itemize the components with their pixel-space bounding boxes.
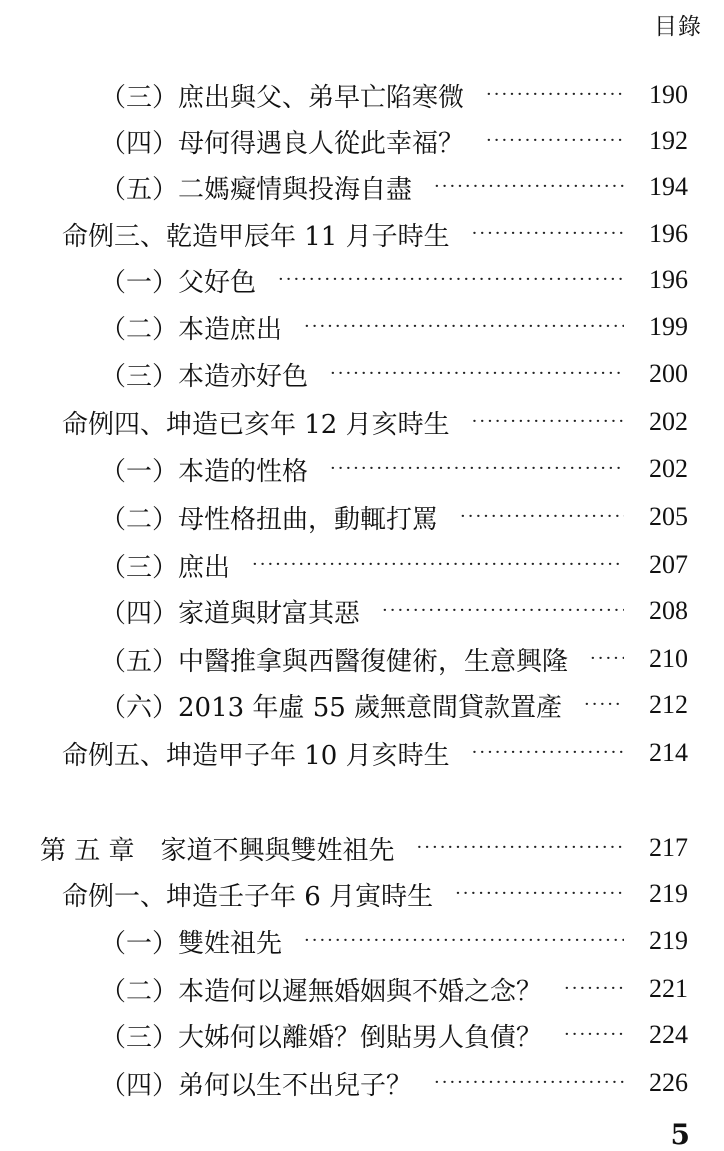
toc-entry-page: 226 <box>649 1068 688 1097</box>
toc-entry-page: 224 <box>649 1020 688 1049</box>
toc-entry-title: （二）本造何以遲無婚姻與不婚之念？ <box>100 976 543 1007</box>
toc-entry-title: （二）本造庶出 <box>100 314 283 345</box>
toc-entry-page: 202 <box>649 454 688 483</box>
toc-entry-title: （一）雙姓祖先 <box>100 928 283 959</box>
dot-leader <box>564 1026 624 1044</box>
page-number: 5 <box>670 1118 690 1151</box>
dot-leader <box>252 556 624 574</box>
toc-entry-title: （三）本造亦好色 <box>100 361 309 392</box>
running-head: 目錄 <box>654 14 702 40</box>
toc-entry-page: 205 <box>649 502 688 531</box>
dot-leader <box>486 86 624 104</box>
toc-entry-page: 207 <box>649 550 688 579</box>
toc-entry-title: 命例五、坤造甲子年 10 月亥時生 <box>62 740 450 771</box>
dot-leader <box>330 365 624 383</box>
toc-entry <box>100 543 688 587</box>
toc-entry <box>100 967 688 1011</box>
dot-leader <box>472 744 624 762</box>
toc-entry-page: 192 <box>649 126 688 155</box>
toc-entry-page: 199 <box>649 312 688 341</box>
toc-entry-page: 210 <box>649 644 688 673</box>
toc-entry <box>100 119 688 163</box>
dot-leader <box>455 885 624 903</box>
toc-entry-title: （五）中醫推拿與西醫復健術，生意興隆 <box>100 646 569 677</box>
toc-entry-page: 219 <box>649 926 688 955</box>
toc-entry-title: 第 五 章 家道不興與雙姓祖先 <box>40 835 395 866</box>
dot-leader <box>472 225 624 243</box>
toc-entry-page: 217 <box>649 833 688 862</box>
toc-entry-page: 208 <box>649 596 688 625</box>
toc-entry <box>62 400 688 444</box>
toc-entry-title: 命例三、乾造甲辰年 11 月子時生 <box>62 221 450 252</box>
toc-entry-page: 202 <box>649 407 688 436</box>
toc-entry-page: 221 <box>649 974 688 1003</box>
toc-entry-page: 196 <box>649 219 688 248</box>
toc-entry-page: 214 <box>649 738 688 767</box>
dot-leader <box>434 1074 624 1092</box>
toc-entry-title: 命例一、坤造壬子年 6 月寅時生 <box>62 881 434 912</box>
dot-leader <box>304 932 624 950</box>
dot-leader <box>486 132 624 150</box>
toc-entry <box>62 872 688 916</box>
toc-entry-title: （六）2013 年虛 55 歲無意間貸款置產 <box>100 692 563 723</box>
dot-leader <box>584 696 624 714</box>
toc-entry <box>100 919 688 963</box>
toc-entry-title: （四）家道與財富其惡 <box>100 598 361 629</box>
toc-entry <box>100 1061 688 1105</box>
toc-entry-title: （三）大姊何以離婚？倒貼男人負債？ <box>100 1022 543 1053</box>
dot-leader <box>590 650 624 668</box>
toc-entry <box>100 258 688 302</box>
toc-entry <box>100 73 688 117</box>
toc-entry <box>100 637 688 681</box>
dot-leader <box>304 318 624 336</box>
toc-entry-title: （三）庶出 <box>100 552 231 583</box>
toc-entry-page: 190 <box>649 80 688 109</box>
toc-entry-title: （四）弟何以生不出兒子？ <box>100 1070 413 1101</box>
dot-leader <box>564 980 624 998</box>
toc-entry-page: 194 <box>649 172 688 201</box>
toc-entry <box>100 495 688 539</box>
toc-entry <box>62 731 688 775</box>
toc-entry-title: （三）庶出與父、弟早亡陷寒微 <box>100 82 465 113</box>
dot-leader <box>330 460 624 478</box>
toc-entry-title: （二）母性格扭曲，動輒打罵 <box>100 504 439 535</box>
toc-entry <box>100 305 688 349</box>
toc-entry-title: 命例四、坤造已亥年 12 月亥時生 <box>62 409 450 440</box>
toc-entry-title: （一）本造的性格 <box>100 456 309 487</box>
toc-entry-page: 219 <box>649 879 688 908</box>
toc-entry <box>100 683 688 727</box>
toc-entry-page: 212 <box>649 690 688 719</box>
toc-entry-title: （一）父好色 <box>100 267 257 298</box>
toc-entry-page: 200 <box>649 359 688 388</box>
dot-leader <box>417 839 624 857</box>
dot-leader <box>434 178 624 196</box>
toc-entry <box>100 165 688 209</box>
toc-entry <box>100 1013 688 1057</box>
dot-leader <box>278 271 624 289</box>
toc-entry <box>100 447 688 491</box>
dot-leader <box>382 602 624 620</box>
toc-entry <box>100 352 688 396</box>
toc-entry <box>100 589 688 633</box>
dot-leader <box>472 413 624 431</box>
dot-leader <box>460 508 624 526</box>
toc-entry-title: （四）母何得遇良人從此幸福？ <box>100 128 465 159</box>
toc-chapter-entry <box>40 826 688 870</box>
toc-entry-page: 196 <box>649 265 688 294</box>
toc-entry <box>62 212 688 256</box>
toc-entry-title: （五）二媽癡情與投海自盡 <box>100 174 413 205</box>
